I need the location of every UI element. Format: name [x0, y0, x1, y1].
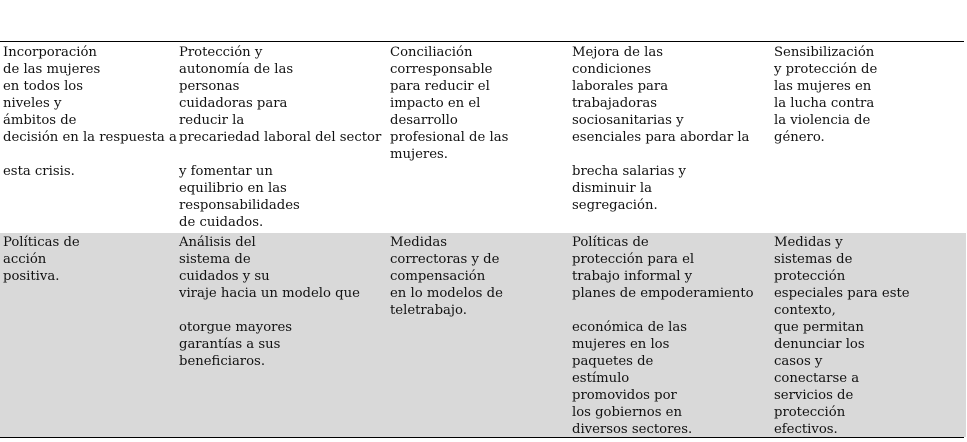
cell-line: compensación: [390, 269, 486, 284]
cell-line: la violencia de: [774, 113, 871, 128]
cell-line: económica de las: [572, 320, 688, 335]
cell-line: [572, 302, 754, 319]
cell-line: protección: [774, 269, 846, 284]
cell-line: Medidas: [390, 235, 448, 250]
cell-line: sistemas de: [774, 252, 853, 267]
table-cell: [390, 44, 508, 163]
cell-line: y fomentar un: [179, 164, 273, 179]
cell-line: sistema de: [179, 252, 251, 267]
cell-line: Políticas de: [572, 235, 649, 250]
cell-line: que permitan: [774, 320, 864, 335]
cell-line: casos y: [774, 354, 823, 369]
cell-line: denunciar los: [774, 337, 865, 352]
cell-line: Sensibilización: [774, 45, 875, 60]
table-top-rule: [0, 41, 964, 42]
table-cell: [390, 234, 503, 319]
cell-line: otorgue mayores: [179, 320, 293, 335]
cell-line: Medidas y: [774, 235, 843, 250]
cell-line: [179, 302, 360, 319]
cell-line: impacto en el: [390, 96, 481, 111]
cell-line: diversos sectores.: [572, 422, 693, 437]
table-cell: [774, 44, 877, 146]
cell-line: planes de empoderamiento: [572, 286, 754, 301]
cell-line: mujeres.: [390, 147, 448, 162]
cell-line: segregación.: [572, 198, 658, 213]
cell-line: viraje hacia un modelo que: [179, 286, 360, 301]
cell-line: conectarse a: [774, 371, 860, 386]
cell-line: en todos los: [3, 79, 83, 94]
cell-line: niveles y: [3, 96, 62, 111]
cell-line: contexto,: [774, 303, 836, 318]
cell-line: [572, 146, 749, 163]
cell-line: Análisis del: [179, 235, 256, 250]
cell-line: protección: [774, 405, 846, 420]
cell-line: esenciales para abordar la: [572, 130, 750, 145]
cell-line: profesional de las: [390, 130, 509, 145]
cell-line: esta crisis.: [3, 164, 75, 179]
cell-line: reducir la: [179, 113, 245, 128]
cell-line: ámbitos de: [3, 113, 77, 128]
cell-line: servicios de: [774, 388, 854, 403]
cell-line: responsabilidades: [179, 198, 300, 213]
cell-line: efectivos.: [774, 422, 838, 437]
cell-line: estímulo: [572, 371, 630, 386]
cell-line: brecha salarias y: [572, 164, 686, 179]
cell-line: positiva.: [3, 269, 60, 284]
table-cell: [179, 44, 381, 231]
cell-line: disminuir la: [572, 181, 652, 196]
cell-line: condiciones: [572, 62, 652, 77]
table-cell: [179, 234, 360, 370]
cell-line: correctoras y de: [390, 252, 500, 267]
cell-line: Mejora de las: [572, 45, 663, 60]
cell-line: equilibrio en las: [179, 181, 287, 196]
cell-line: Políticas de: [3, 235, 80, 250]
cell-line: los gobiernos en: [572, 405, 682, 420]
cell-line: sociosanitarias y: [572, 113, 684, 128]
cell-line: cuidadoras para: [179, 96, 288, 111]
cell-line: beneficiaros.: [179, 354, 266, 369]
cell-line: autonomía de las: [179, 62, 294, 77]
cell-line: Protección y: [179, 45, 263, 60]
cell-line: de las mujeres: [3, 62, 101, 77]
table-cell: [572, 44, 749, 214]
cell-line: [3, 146, 177, 163]
cell-line: desarrollo: [390, 113, 458, 128]
cell-line: teletrabajo.: [390, 303, 467, 318]
cell-line: para reducir el: [390, 79, 490, 94]
cell-line: promovidos por: [572, 388, 677, 403]
cell-line: género.: [774, 130, 825, 145]
cell-line: laborales para: [572, 79, 669, 94]
table-cell: [3, 234, 80, 285]
cell-line: precariedad laboral del sector: [179, 130, 382, 145]
cell-line: Conciliación: [390, 45, 473, 60]
cell-line: mujeres en los: [572, 337, 670, 352]
cell-line: y protección de: [774, 62, 878, 77]
cell-line: trabajadoras: [572, 96, 658, 111]
cell-line: de cuidados.: [179, 215, 264, 230]
table-cell: [3, 44, 177, 180]
cell-line: en lo modelos de: [390, 286, 503, 301]
cell-line: trabajo informal y: [572, 269, 693, 284]
cell-line: las mujeres en: [774, 79, 872, 94]
cell-line: decisión en la respuesta a: [3, 130, 177, 145]
cell-line: acción: [3, 252, 47, 267]
cell-line: especiales para este: [774, 286, 910, 301]
cell-line: garantías a sus: [179, 337, 281, 352]
cell-line: la lucha contra: [774, 96, 875, 111]
cell-line: paquetes de: [572, 354, 654, 369]
cell-line: cuidados y su: [179, 269, 270, 284]
table-cell: [572, 234, 754, 438]
cell-line: personas: [179, 79, 240, 94]
cell-line: Incorporación: [3, 45, 97, 60]
cell-line: protección para el: [572, 252, 695, 267]
cell-line: [179, 146, 381, 163]
cell-line: corresponsable: [390, 62, 493, 77]
table-cell: [774, 234, 910, 438]
